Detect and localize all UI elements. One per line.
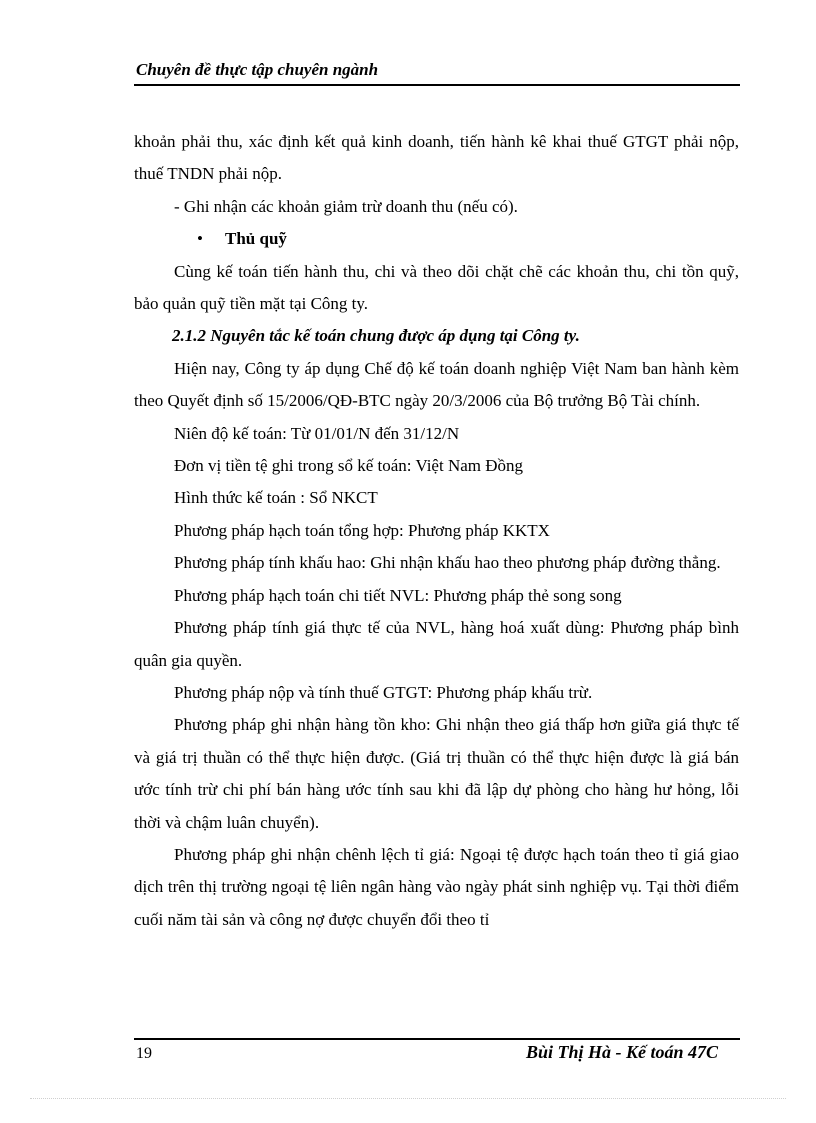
bullet-heading-line [134, 223, 739, 255]
paragraph: khoản phải thu, xác định kết quả kinh doanh, tiến hành kê khai thuế GTGT phải nộp, thuế TNDN phải nộp. [134, 132, 739, 184]
document-body [134, 126, 739, 936]
paragraph: Niên độ kế toán: Từ 01/01/N đến 31/12/N [174, 423, 460, 443]
page-header-title: Chuyên đề thực tập chuyên ngành [136, 60, 379, 79]
paragraph: Phương pháp ghi nhận hàng tồn kho: Ghi nhận theo giá thấp hơn giữa giá thực tế và giá trị thuần có thể thực hiện được. (Giá trị thuần có thể thực hiện được là giá bán ước tính trừ chi phí bán hàng ước tính sau khi đã lập dự phòng cho hàng hư hỏng, lỗi thời và chậm luân chuyển). [134, 715, 739, 832]
paragraph: Hiện nay, Công ty áp dụng Chế độ kế toán doanh nghiệp Việt Nam ban hành kèm theo Quyết định số 15/2006/QĐ-BTC ngày 20/3/2006 của Bộ trưởng Bộ Tài chính. [134, 358, 739, 411]
bullet-icon: • [197, 229, 203, 249]
paragraph: Phương pháp tính khấu hao: Ghi nhận khấu hao theo phương pháp đường thẳng. [174, 553, 721, 573]
bullet-heading: Thủ quỹ [225, 229, 287, 249]
paragraph: Cùng kế toán tiến hành thu, chi và theo dõi chặt chẽ các khoản thu, chi tồn quỹ, bảo quản quỹ tiền mặt tại Công ty. [134, 261, 739, 314]
page-number: 19 [136, 1045, 152, 1062]
paragraph: - Ghi nhận các khoản giảm trừ doanh thu (nếu có). [174, 196, 518, 216]
footer-author: Bùi Thị Hà - Kế toán 47C [525, 1042, 718, 1062]
paragraph: Phương pháp hạch toán tổng hợp: Phương pháp KKTX [174, 520, 550, 540]
paragraph: Hình thức kế toán : Sổ NKCT [174, 488, 378, 508]
paragraph: Phương pháp tính giá thực tế của NVL, hàng hoá xuất dùng: Phương pháp bình quân gia quyền. [134, 618, 739, 670]
page-edge-divider [30, 1098, 786, 1099]
header-rule [134, 84, 740, 86]
paragraph: Đơn vị tiền tệ ghi trong sổ kế toán: Việt Nam Đồng [174, 456, 524, 476]
paragraph: Phương pháp hạch toán chi tiết NVL: Phương pháp thẻ song song [174, 585, 622, 605]
footer-rule [134, 1038, 740, 1040]
section-heading: 2.1.2 Nguyên tắc kế toán chung được áp dụng tại Công ty. [172, 326, 580, 346]
paragraph: Phương pháp ghi nhận chênh lệch tỉ giá: Ngoại tệ được hạch toán theo tỉ giá giao dịch trên thị trường ngoại tệ liên ngân hàng vào ngày phát sinh nghiệp vụ. Tại thời điểm cuối năm tài sản và công nợ được chuyển đổi theo tỉ [134, 844, 739, 929]
paragraph: Phương pháp nộp và tính thuế GTGT: Phương pháp khấu trừ. [174, 682, 593, 702]
